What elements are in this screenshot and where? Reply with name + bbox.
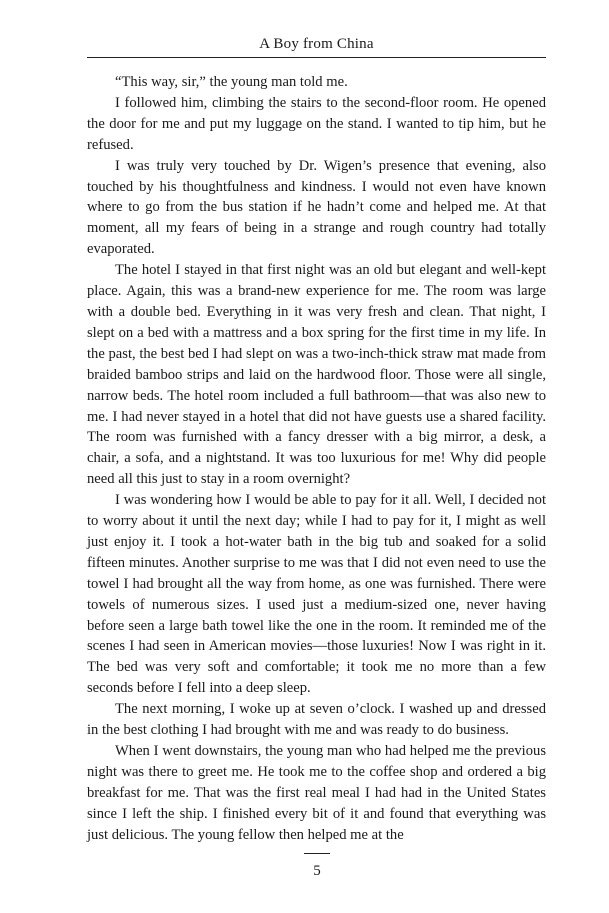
footer-rule	[304, 853, 330, 854]
body-text	[87, 72, 546, 846]
page-number: 5	[313, 863, 321, 879]
header-rule	[87, 57, 546, 58]
paragraph: I followed him, climbing the stairs to the second-floor room. He opened the door for me and put my luggage on the stand. I wanted to tip him, but he refused.	[87, 94, 546, 153]
paragraph: When I went downstairs, the young man who had helped me the previous night was there to greet me. He took me to the coffee shop and ordered a big breakfast for me. That was the first real meal I had had in the United States since I left the ship. I finished every bit of it and found that everything was just delicious. The young fellow then helped me at the	[87, 743, 546, 843]
running-head: A Boy from China	[259, 36, 374, 52]
paragraph: The next morning, I woke up at seven o’clock. I washed up and dressed in the best clothing I had brought with me and was ready to do business.	[87, 701, 546, 739]
paragraph: I was wondering how I would be able to pay for it all. Well, I decided not to worry about it until the next day; while I had to pay for it, I might as well just enjoy it. I took a hot-water bath in the big tub and soaked for a solid fifteen minutes. Another surprise to me was that I did not even need to use the towel I had brought all the way from home, as one was furnished. There were towels of numerous sizes. I used just a medium-sized one, never having before seen a large bath towel like the one in the room. It reminded me of the scenes I had seen in American movies—those luxuries! Now I was right in it. The bed was very soft and comfortable; it took me no more than a few seconds before I fell into a deep sleep.	[87, 492, 546, 697]
paragraph: I was truly very touched by Dr. Wigen’s presence that evening, also touched by his thoughtfulness and kindness. I would not even have known where to go from the bus station if he hadn’t come and helped me. At that moment, all my fears of being in a strange and rough country had totally evaporated.	[87, 157, 546, 258]
paragraph: “This way, sir,” the young man told me.	[115, 74, 348, 90]
paragraph: The hotel I stayed in that first night was an old but elegant and well-kept place. Again, this was a brand-new experience for me. The room was large with a double bed. Everything in it was very fresh and clean. That night, I slept on a bed with a mattress and a box spring for the first time in my life. In the past, the best bed I had slept on was a two-inch-thick straw mat made from braided bamboo strips and laid on the hardwood floor. Those were all single, narrow beds. The hotel room included a full bathroom—that was also new to me. I had never stayed in a hotel that did not have guests use a shared facility. The room was furnished with a fancy dresser with a big mirror, a desk, a chair, a sofa, and a nightstand. It was too luxurious for me! Why did people need all this just to stay in a room overnight?	[87, 262, 546, 488]
